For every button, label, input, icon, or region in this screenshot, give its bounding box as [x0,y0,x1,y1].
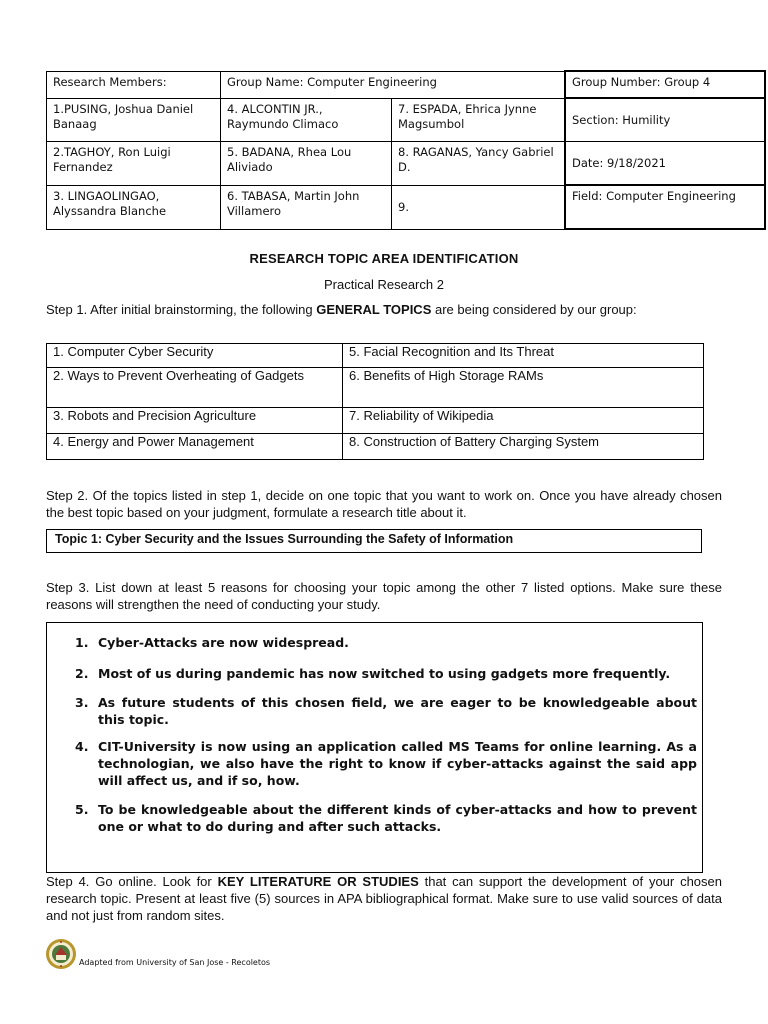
member-cell: 6. TABASA, Martin John Villamero [221,185,392,229]
research-members-label: Research Members: [47,71,221,98]
reason-item: 3. As future students of this chosen field, we are eager to be knowledgeable about this topic. [75,695,697,727]
page-subtitle: Practical Research 2 [324,277,444,292]
step1-paragraph: Step 1. After initial brainstorming, the following GENERAL TOPICS are being considered by our group: [46,302,637,317]
topic-cell: 7. Reliability of Wikipedia [343,408,704,434]
member-cell: 9. [392,185,566,229]
topic-cell: 8. Construction of Battery Charging System [343,434,704,460]
member-cell: 4. ALCONTIN JR., Raymundo Climaco [221,98,392,142]
reason-item: 5. To be knowledgeable about the different kinds of cyber-attacks and how to prevent one or what to do during and after such attacks. [75,802,697,834]
reasons-box [46,622,703,873]
field-cell: Field: Computer Engineering [565,185,765,229]
step4-paragraph: Step 4. Go online. Look for KEY LITERATURE OR STUDIES that can support the development of your chosen research topic. Present at least five (5) sources in APA bibliographical format. Make sure to use valid sources of data and not just from random sites. [46,874,722,923]
step2-paragraph: Step 2. Of the topics listed in step 1, decide on one topic that you want to work on. Once you have already chosen the best topic based on your judgment, formulate a research title about it. [46,488,722,520]
footer-credit: Adapted from University of San Jose - Recoletos [79,958,271,967]
topic-cell: 1. Computer Cyber Security [47,344,343,368]
group-name-cell: Group Name: Computer Engineering [221,71,566,98]
chosen-topic-box: Topic 1: Cyber Security and the Issues Surrounding the Safety of Information [46,529,702,553]
university-seal-icon [45,938,77,970]
topic-cell: 4. Energy and Power Management [47,434,343,460]
reason-item: 1. Cyber-Attacks are now widespread. [75,635,349,650]
key-literature-emphasis: KEY LITERATURE OR STUDIES [217,874,419,889]
topic-cell: 3. Robots and Precision Agriculture [47,408,343,434]
group-number-cell: Group Number: Group 4 [565,71,765,98]
general-topics-emphasis: GENERAL TOPICS [316,302,432,317]
step3-paragraph: Step 3. List down at least 5 reasons for choosing your topic among the other 7 listed options. Make sure these reasons will strengthen the need of conducting your study. [46,580,722,612]
member-cell: 2.TAGHOY, Ron Luigi Fernandez [47,142,221,186]
member-cell: 1.PUSING, Joshua Daniel Banaag [47,98,221,142]
section-cell: Section: Humility [565,98,765,142]
topic-cell: 2. Ways to Prevent Overheating of Gadgets [47,368,343,408]
topic-cell: 5. Facial Recognition and Its Threat [343,344,704,368]
topic-cell: 6. Benefits of High Storage RAMs [343,368,704,408]
reason-item: 2. Most of us during pandemic has now switched to using gadgets more frequently. [75,666,671,681]
page-title: RESEARCH TOPIC AREA IDENTIFICATION [249,251,519,266]
general-topics-table [46,343,704,460]
member-cell: 7. ESPADA, Ehrica Jynne Magsumbol [392,98,566,142]
member-cell: 5. BADANA, Rhea Lou Aliviado [221,142,392,186]
member-cell: 3. LINGAOLINGAO, Alyssandra Blanche [47,185,221,229]
reason-item: 4. CIT-University is now using an application called MS Teams for online learning. As a technologian, we also have the right to know if cyber-attacks against the said app will affect us, and if so, how. [75,739,697,788]
member-cell: 8. RAGANAS, Yancy Gabriel D. [392,142,566,186]
group-info-table [46,70,766,230]
date-cell: Date: 9/18/2021 [565,142,765,186]
